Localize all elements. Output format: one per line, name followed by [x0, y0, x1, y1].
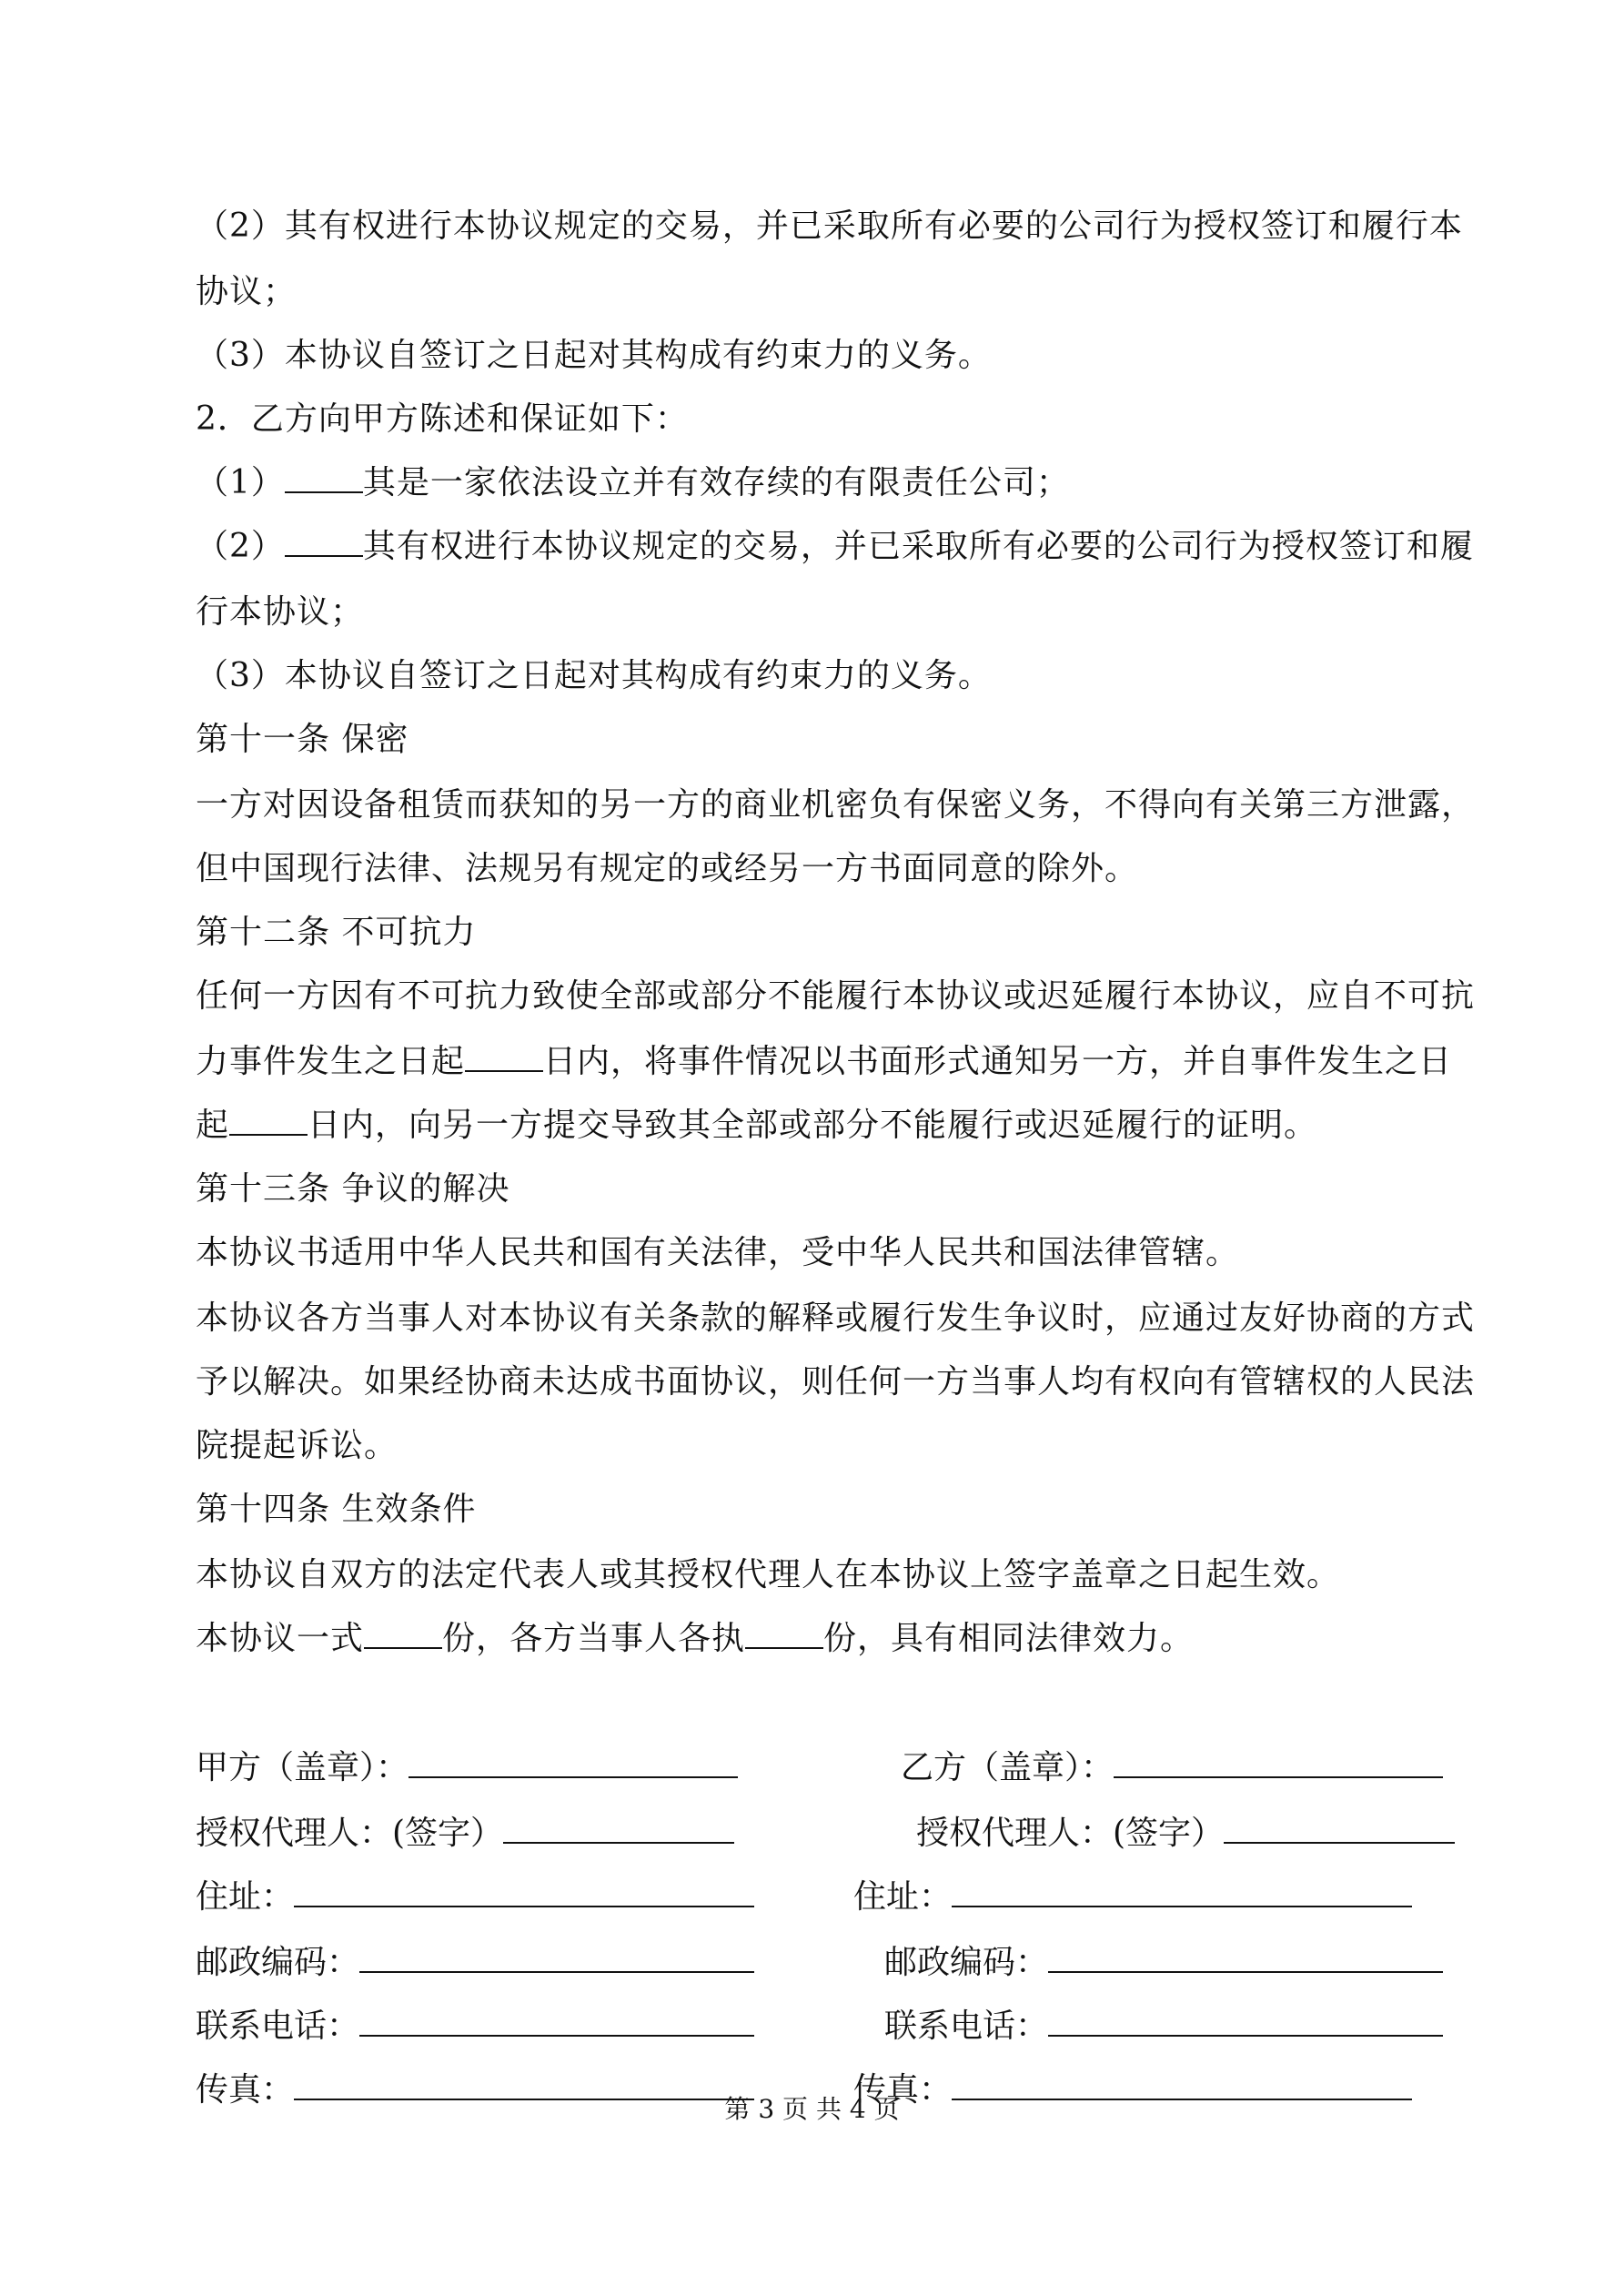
- body-text: 日内，向另一方提交导致其全部或部分不能履行或迟延履行的证明。: [308, 1107, 1318, 1144]
- section-heading: 第十四条 生效条件: [196, 1491, 477, 1528]
- body-text: 日内，将事件情况以书面形式通知另一方，并自事件发生之日: [543, 1043, 1453, 1080]
- body-text: 份，各方当事人各执: [442, 1620, 746, 1657]
- agent-b-label: 授权代理人：(签字）: [916, 1815, 1225, 1852]
- phone-b-label: 联系电话：: [884, 2008, 1049, 2045]
- party-a-seal-line: [409, 1740, 738, 1778]
- postcode-a-row: [196, 1930, 754, 1996]
- address-b-line: [952, 1869, 1412, 1907]
- body-line: 予以解决。如果经协商未达成书面协议，则任何一方当事人均有权向有管辖权的人民法: [196, 1363, 1476, 1401]
- fill-blank: [745, 1614, 823, 1649]
- postcode-b-label: 邮政编码：: [884, 1944, 1049, 1981]
- agent-b-line: [1224, 1805, 1455, 1844]
- party-a-seal-row: [196, 1735, 738, 1801]
- body-line: [196, 1606, 1451, 1672]
- body-line: [196, 450, 1451, 516]
- body-line: 本协议各方当事人对本协议有关条款的解释或履行发生争议时，应通过友好协商的方式: [196, 1300, 1476, 1337]
- body-line: 2．乙方向甲方陈述和保证如下：: [196, 400, 689, 438]
- section-heading: 第十二条 不可抗力: [196, 914, 477, 951]
- phone-b-row: [884, 1994, 1443, 2059]
- phone-a-label: 联系电话：: [196, 2008, 360, 2045]
- body-text: 本协议一式: [196, 1620, 365, 1657]
- body-line: 行本协议；: [196, 593, 365, 631]
- fill-blank: [229, 1101, 308, 1136]
- fill-blank: [364, 1614, 442, 1649]
- address-b-label: 住址：: [853, 1878, 953, 1916]
- fill-blank: [465, 1037, 543, 1072]
- agent-a-row: [196, 1801, 734, 1866]
- phone-b-line: [1048, 1998, 1443, 2037]
- body-line: 一方对因设备租赁而获知的另一方的商业机密负有保密义务，不得向有关第三方泄露，: [196, 786, 1476, 824]
- address-a-row: [196, 1865, 754, 1930]
- item-number: （2）: [196, 528, 285, 565]
- body-line: （2）其有权进行本协议规定的交易，并已采取所有必要的公司行为授权签订和履行本: [196, 207, 1463, 245]
- address-a-line: [294, 1869, 754, 1907]
- body-line: [196, 514, 1474, 580]
- body-line: 本协议书适用中华人民共和国有关法律，受中华人民共和国法律管辖。: [196, 1234, 1240, 1271]
- phone-a-row: [196, 1994, 754, 2059]
- fax-b-label: 传真：: [853, 2071, 953, 2109]
- address-b-row: [853, 1865, 1412, 1930]
- item-number: （1）: [196, 464, 285, 501]
- agent-b-row: [916, 1801, 1455, 1866]
- party-b-seal-row: [901, 1735, 1443, 1801]
- postcode-b-row: [884, 1930, 1443, 1996]
- fill-blank: [285, 522, 363, 557]
- body-text: 力事件发生之日起: [196, 1043, 466, 1080]
- body-line: （3）本协议自签订之日起对其构成有约束力的义务。: [196, 657, 992, 694]
- body-line: 任何一方因有不可抗力致使全部或部分不能履行本协议或迟延履行本协议，应自不可抗: [196, 977, 1476, 1015]
- fill-blank: [285, 459, 363, 493]
- agent-a-line: [503, 1805, 734, 1844]
- party-a-seal-label: 甲方（盖章）：: [196, 1749, 409, 1786]
- page-footer: 第 3 页 共 4 页: [724, 2094, 900, 2124]
- party-b-seal-label: 乙方（盖章）：: [901, 1749, 1115, 1786]
- postcode-b-line: [1048, 1935, 1443, 1973]
- body-line: 院提起诉讼。: [196, 1427, 398, 1464]
- postcode-a-label: 邮政编码：: [196, 1944, 360, 1981]
- agent-a-label: 授权代理人：(签字）: [196, 1815, 504, 1852]
- section-heading: 第十三条 争议的解决: [196, 1170, 510, 1208]
- body-text: 其有权进行本协议规定的交易，并已采取所有必要的公司行为授权签订和履: [362, 528, 1474, 565]
- body-text: 其是一家依法设立并有效存续的有限责任公司；: [362, 464, 1070, 501]
- body-line: 协议；: [196, 273, 298, 310]
- body-text: 份，具有相同法律效力。: [823, 1620, 1195, 1657]
- section-heading: 第十一条 保密: [196, 721, 409, 758]
- fax-a-label: 传真：: [196, 2071, 295, 2109]
- body-line: 但中国现行法律、法规另有规定的或经另一方书面同意的除外。: [196, 850, 1139, 887]
- body-text: 起: [196, 1107, 230, 1144]
- body-line: [196, 1093, 1451, 1158]
- phone-a-line: [359, 1998, 754, 2037]
- party-b-seal-line: [1114, 1740, 1443, 1778]
- postcode-a-line: [359, 1935, 754, 1973]
- body-line: [196, 1029, 1451, 1095]
- body-line: 本协议自双方的法定代表人或其授权代理人在本协议上签字盖章之日起生效。: [196, 1556, 1341, 1593]
- body-line: （3）本协议自签订之日起对其构成有约束力的义务。: [196, 337, 992, 374]
- address-a-label: 住址：: [196, 1878, 295, 1916]
